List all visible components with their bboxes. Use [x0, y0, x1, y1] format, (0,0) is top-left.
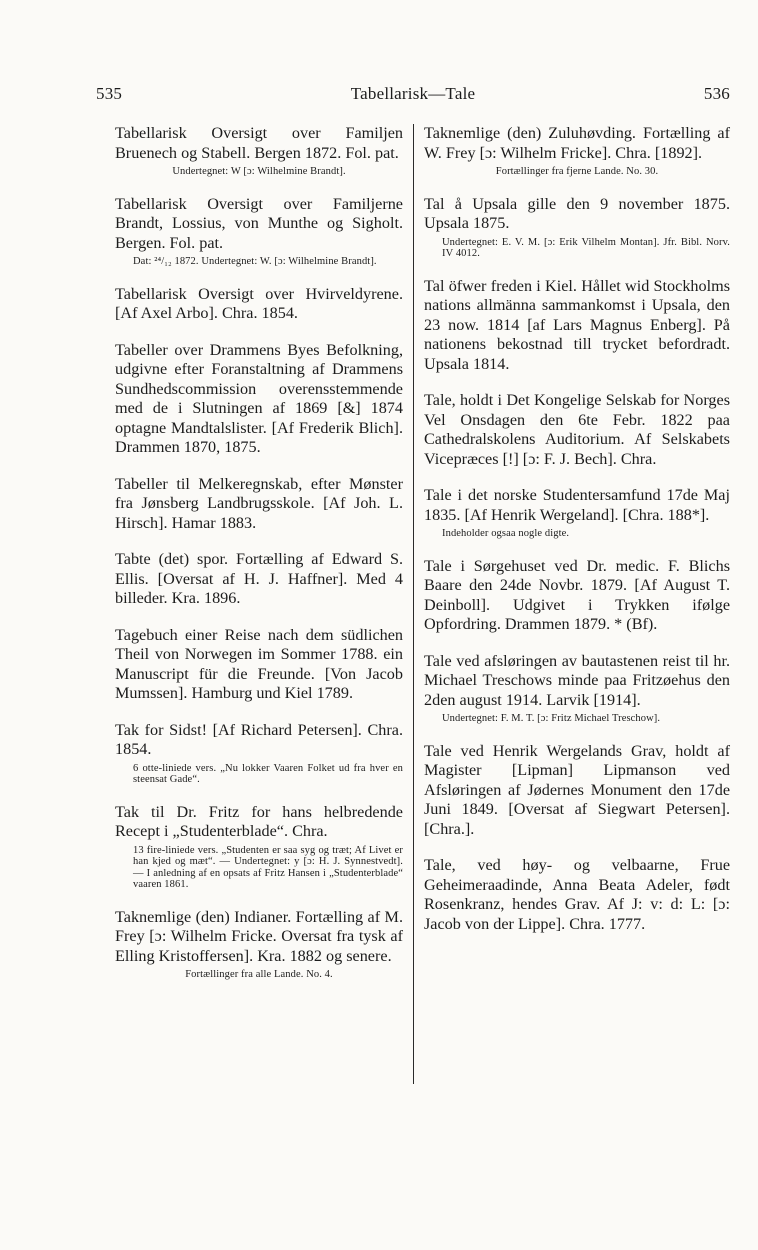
- catalog-entry: [424, 856, 730, 934]
- right-column: [424, 124, 730, 951]
- entry-text: Tabellarisk Oversigt over Familjen Bruenech og Stabell. Bergen 1872. Fol. pat.: [115, 124, 403, 162]
- entry-text: Tabeller over Drammens Byes Befolkning, udgivne efter Foranstaltning af Drammens Sundhedscommission overensstemmende med de i Slutningen af 1869 [&] 1874 optagne Mandtalslister. [Af Frederik Blich]. Drammen 1870, 1875.: [115, 340, 403, 456]
- catalog-entry: [424, 742, 730, 840]
- page-number-right: 536: [703, 84, 730, 103]
- catalog-entry: [115, 626, 403, 704]
- entry-note: 6 otte-liniede vers. „Nu lokker Vaaren Folket ud fra hver en steensat Gade“.: [133, 762, 403, 785]
- entry-text: Tabellarisk Oversigt over Hvirveldyrene. [Af Axel Arbo]. Chra. 1854.: [115, 284, 403, 322]
- entry-note: Undertegnet: E. V. M. [ɔ: Erik Vilhelm Montan]. Jfr. Bibl. Norv. IV 4012.: [442, 236, 730, 259]
- left-column: [115, 124, 403, 998]
- catalog-entry: [424, 391, 730, 469]
- catalog-entry: [424, 652, 730, 725]
- catalog-entry: [115, 475, 403, 534]
- entry-note: Undertegnet: F. M. T. [ɔ: Fritz Michael Treschow].: [442, 713, 661, 724]
- catalog-entry: [424, 124, 730, 178]
- catalog-entry: [424, 557, 730, 635]
- catalog-entry: [115, 721, 403, 786]
- entry-text: Tal öfwer freden i Kiel. Hållet wid Stockholms nations allmänna sammankomst i Upsala, den 23 now. 1814 [af Lars Magnus Enberg]. På nationens bekostnad till trycket befordradt. Upsala 1814.: [424, 276, 730, 373]
- entry-text: Tabeller til Melkeregnskab, efter Mønster fra Jønsberg Landbrugsskole. [Af Joh. L. Hirsch]. Hamar 1883.: [115, 474, 403, 532]
- entry-note: Indeholder ogsaa nogle digte.: [442, 528, 570, 539]
- catalog-entry: [115, 195, 403, 268]
- catalog-entry: [115, 124, 403, 178]
- column-divider: [413, 124, 414, 1084]
- entry-text: Taknemlige (den) Zuluhøvding. Fortælling af W. Frey [ɔ: Wilhelm Fricke]. Chra. [1892].: [424, 124, 730, 162]
- entry-text: Tale, ved høy- og velbaarne, Frue Geheimeraadinde, Anna Beata Adeler, født Rosenkranz, hendes Grav. Af J: v: d: L: [ɔ: Jacob von der Lippe]. Chra. 1777.: [424, 856, 730, 933]
- running-title: Tabellarisk—Tale: [350, 84, 476, 103]
- catalog-entry: [424, 195, 730, 260]
- entry-text: Tale i det norske Studentersamfund 17de Maj 1835. [Af Henrik Wergeland]. [Chra. 188*].: [424, 486, 730, 524]
- entry-note: Undertegnet: W [ɔ: Wilhelmine Brandt].: [172, 166, 346, 177]
- entry-note: Dat: ²⁴/₁₂ 1872. Undertegnet: W. [ɔ: Wilhelmine Brandt].: [133, 256, 377, 267]
- entry-text: Tale ved afsløringen av bautastenen reist til hr. Michael Treschows minde paa Fritzøehus den 2den august 1914. Larvik [1914].: [424, 651, 730, 709]
- entry-text: Tabte (det) spor. Fortælling af Edward S. Ellis. [Oversat af H. J. Haffner]. Med 4 billeder. Kra. 1896.: [115, 550, 403, 607]
- entry-text: Tak for Sidst! [Af Richard Petersen]. Chra. 1854.: [115, 720, 403, 758]
- catalog-entry: [115, 803, 403, 891]
- catalog-entry: [115, 341, 403, 458]
- entry-note: 13 fire-liniede vers. „Studenten er saa syg og træt; Af Livet er han kjed og mæt“. — Undertegnet: y [ɔ: H. J. Synnestvedt]. — I anledning af en opsats af Fritz Hansen i „Studenterblade“ vaaren 1861.: [133, 844, 403, 890]
- entry-text: Tale i Sørgehuset ved Dr. medic. F. Blichs Baare den 24de Novbr. 1879. [Af August T. Deinboll]. Udgivet i Trykken ifølge Opfordring. Drammen 1879. * (Bf).: [424, 556, 730, 633]
- entry-note: Fortællinger fra fjerne Lande. No. 30.: [495, 166, 659, 177]
- page-header: [96, 84, 730, 108]
- entry-text: Tal å Upsala gille den 9 november 1875. Upsala 1875.: [424, 194, 730, 232]
- entry-text: Taknemlige (den) Indianer. Fortælling af M. Frey [ɔ: Wilhelm Fricke. Oversat fra tysk af Elling Kristoffersen]. Kra. 1882 og senere.: [115, 907, 403, 965]
- entry-text: Tale, holdt i Det Kongelige Selskab for Norges Vel Onsdagen den 6te Febr. 1822 paa Cathedralskolens Auditorium. Af Selskabets Vicepræces [!] [ɔ: F. J. Bech]. Chra.: [424, 391, 730, 468]
- page-number-left: 535: [96, 84, 123, 103]
- entry-text: Tabellarisk Oversigt over Familjerne Brandt, Lossius, von Munthe og Sigholt. Bergen. Fol. pat.: [115, 194, 403, 252]
- catalog-entry: [115, 908, 403, 981]
- catalog-entry: [424, 277, 730, 375]
- entry-text: Tagebuch einer Reise nach dem südlichen Theil von Norwegen im Sommer 1788. ein Manuscript für die Freunde. [Von Jacob Mumssen]. Hamburg und Kiel 1789.: [115, 625, 403, 702]
- entry-note: Fortællinger fra alle Lande. No. 4.: [185, 969, 333, 980]
- entry-text: Tak til Dr. Fritz for hans helbredende Recept i „Studenterblade“. Chra.: [115, 802, 403, 840]
- catalog-entry: [115, 550, 403, 609]
- entry-text: Tale ved Henrik Wergelands Grav, holdt af Magister [Lipman] Lipmanson ved Afsløringen af Jødernes Monument den 17de Juni 1849. [Oversat af Siegwart Petersen]. [Chra.].: [424, 741, 730, 838]
- catalog-entry: [424, 486, 730, 540]
- catalog-entry: [115, 285, 403, 324]
